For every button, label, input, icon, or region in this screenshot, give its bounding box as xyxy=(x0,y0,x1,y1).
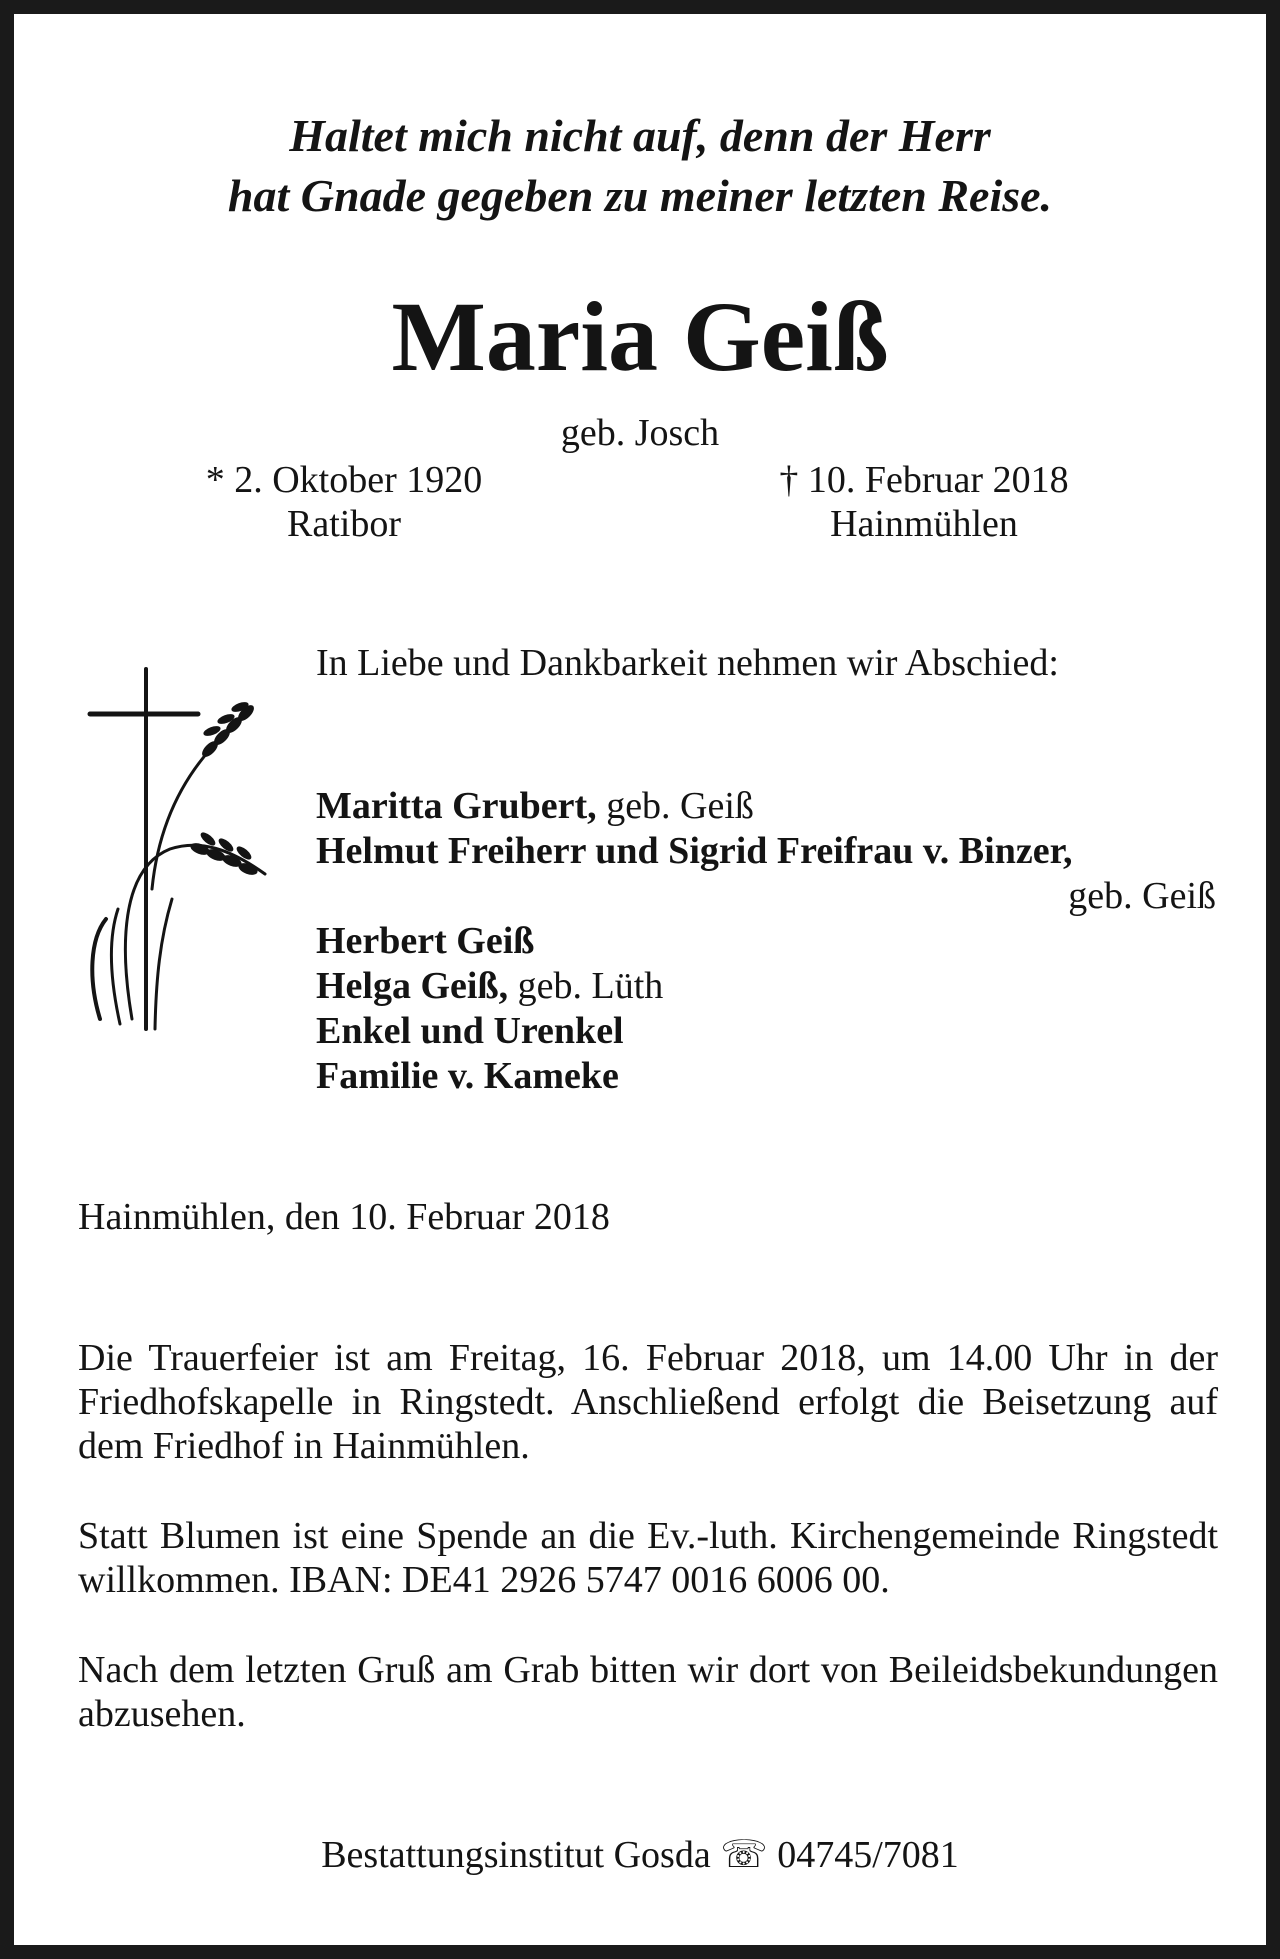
condolence-paragraph: Nach dem letzten Gruß am Grab bitten wir dort von Beileidsbekundungen abzusehen. xyxy=(78,1649,1218,1735)
death-date: † 10. Februar 2018 xyxy=(779,459,1069,501)
place-and-date: Hainmühlen, den 10. Februar 2018 xyxy=(78,1196,610,1238)
cross-with-wheat-icon xyxy=(60,649,290,1049)
verse-line-2: hat Gnade gegeben zu meiner letzten Reise. xyxy=(227,170,1053,221)
mourner-suffix: geb. Lüth xyxy=(508,965,664,1007)
mourner-name: Helmut Freiherr und Sigrid Freifrau v. Binzer, xyxy=(316,830,1073,872)
mourner-name: Helga Geiß, xyxy=(316,965,509,1007)
birth-place: Ratibor xyxy=(287,503,401,545)
death-info xyxy=(714,458,1134,546)
funeral-service-paragraph: Die Trauerfeier ist am Freitag, 16. Februar 2018, um 14.00 Uhr in der Friedhofskapelle in Ringstedt. Anschließend erfolgt die Beisetzung auf dem Friedhof in Hainmühlen. xyxy=(78,1337,1218,1467)
mourner-row xyxy=(316,919,1216,964)
funeral-home-footer xyxy=(14,1832,1266,1878)
mourner-list xyxy=(316,784,1216,1099)
mourner-row xyxy=(316,874,1216,919)
birth-info xyxy=(164,458,524,546)
mourner-row xyxy=(316,1009,1216,1054)
mourner-row xyxy=(316,829,1216,874)
mourner-row xyxy=(316,964,1216,1009)
maiden-name: geb. Josch xyxy=(560,412,720,454)
funeral-home-phone: 04745/7081 xyxy=(777,1834,959,1876)
mourner-name: Enkel und Urenkel xyxy=(316,1010,624,1052)
mourner-name: Maritta Grubert, xyxy=(316,785,597,827)
verse-line-1: Haltet mich nicht auf, denn der Herr xyxy=(289,110,991,161)
death-place: Hainmühlen xyxy=(830,503,1018,545)
mourner-suffix: geb. Geiß xyxy=(596,785,754,827)
mourner-row xyxy=(316,1054,1216,1099)
deceased-name: Maria Geiß xyxy=(391,281,889,392)
funeral-home-name: Bestattungsinstitut Gosda xyxy=(321,1834,711,1876)
donation-paragraph: Statt Blumen ist eine Spende an die Ev.-luth. Kirchengemeinde Ringstedt willkommen. IBAN: DE41 2926 5747 0016 6006 00. xyxy=(78,1515,1218,1601)
birth-date: * 2. Oktober 1920 xyxy=(205,459,483,501)
mourner-name: Herbert Geiß xyxy=(316,920,535,962)
obituary-notice xyxy=(14,14,1266,1945)
verse xyxy=(14,106,1266,226)
farewell-intro: In Liebe und Dankbarkeit nehmen wir Abschied: xyxy=(316,642,1059,684)
mourner-row xyxy=(316,784,1216,829)
mourner-name: Familie v. Kameke xyxy=(316,1055,619,1097)
mourner-suffix: geb. Geiß xyxy=(1068,875,1216,917)
phone-icon: ☏ xyxy=(720,1834,768,1876)
